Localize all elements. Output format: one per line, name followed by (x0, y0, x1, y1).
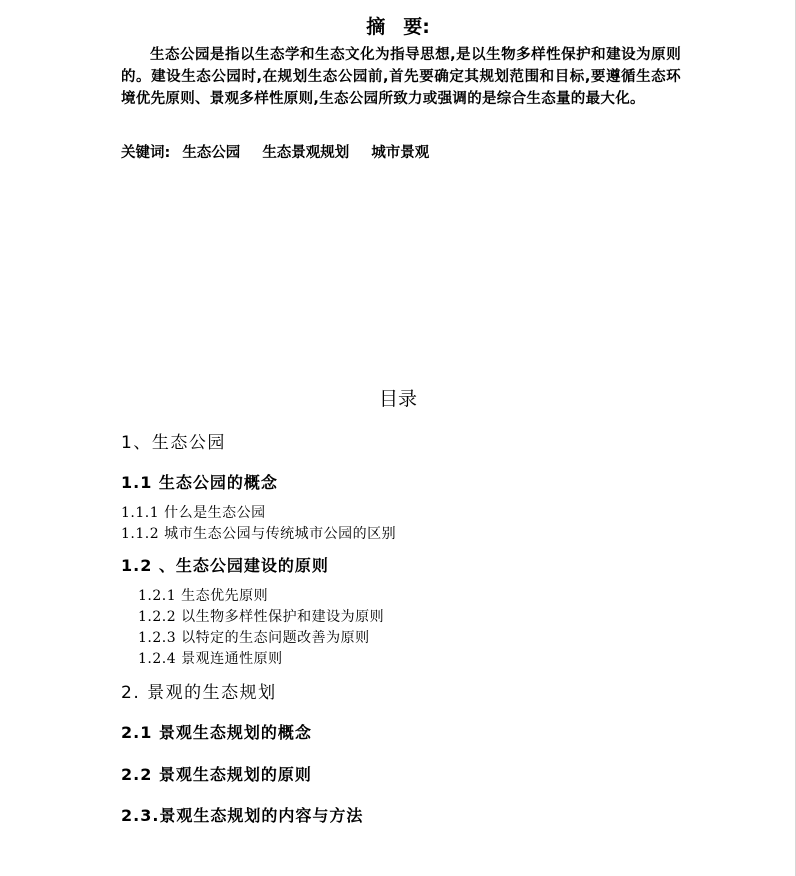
toc-entry-level3[interactable]: 1.2.4 景观连通性原则 (138, 651, 283, 667)
toc-entry-level3[interactable]: 1.2.3 以特定的生态问题改善为原则 (138, 630, 370, 646)
toc-entry-level3[interactable]: 1.1.2 城市生态公园与传统城市公园的区别 (121, 526, 397, 542)
toc-entry-level3[interactable]: 1.2.1 生态优先原则 (138, 588, 269, 604)
toc-entry-level2[interactable]: 2.1 景观生态规划的概念 (121, 723, 312, 742)
toc-entry-level2[interactable]: 2.2 景观生态规划的原则 (121, 765, 312, 784)
keywords-line (121, 141, 451, 162)
toc-entry-level2[interactable]: 1.1 生态公园的概念 (121, 473, 278, 492)
toc-entry-level1[interactable]: 2. 景观的生态规划 (121, 683, 277, 703)
toc-entry-level3[interactable]: 1.2.2 以生物多样性保护和建设为原则 (138, 609, 385, 625)
toc-entry-level3[interactable]: 1.1.1 什么是生态公园 (121, 505, 266, 521)
keyword: 生态公园 (182, 145, 241, 161)
abstract-title (0, 12, 796, 39)
toc-entry-level1[interactable]: 1、生态公园 (121, 433, 226, 453)
abstract-body: 生态公园是指以生态学和生态文化为指导思想,是以生物多样性保护和建设为原则的。建设生态公园时,在规划生态公园前,首先要确定其规划范围和目标,要遵循生态环境优先原则、景观多样性原则,生态公园所致力或强调的是综合生态量的最大化。 (121, 47, 681, 107)
keyword: 城市景观 (371, 145, 430, 161)
keywords-label: 关键词: (121, 145, 171, 161)
toc-title: 目录 (378, 388, 417, 410)
toc-entry-level2[interactable]: 2.3.景观生态规划的内容与方法 (121, 806, 364, 825)
abstract-title-left: 摘 (366, 16, 386, 38)
toc-entry-level2[interactable]: 1.2 、生态公园建设的原则 (121, 556, 329, 575)
keyword: 生态景观规划 (262, 145, 350, 161)
abstract-title-right: 要: (403, 16, 430, 38)
